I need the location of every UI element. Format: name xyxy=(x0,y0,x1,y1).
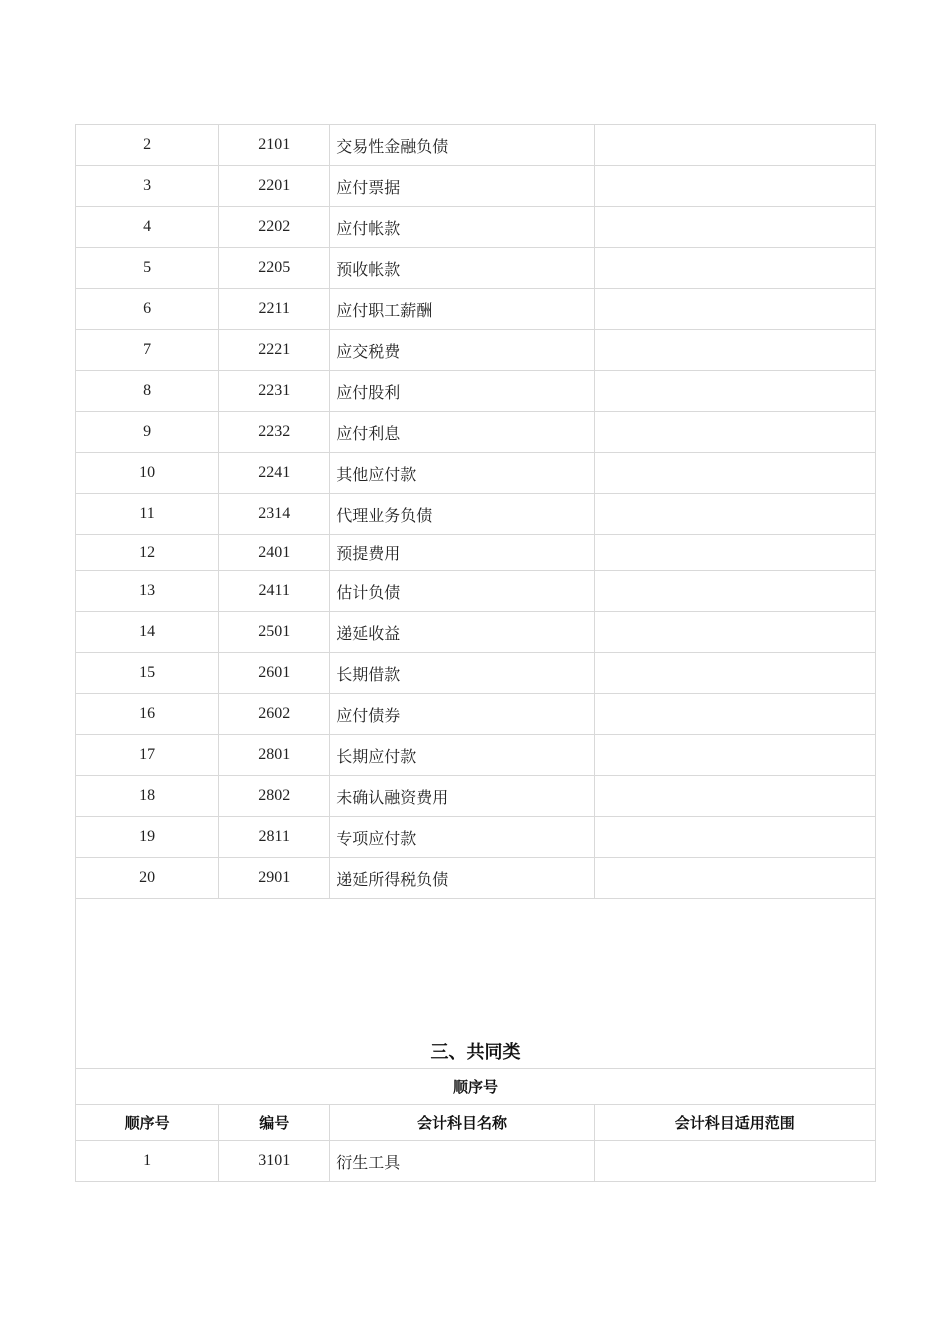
row-scope xyxy=(594,494,875,535)
row-name: 代理业务负债 xyxy=(330,494,594,535)
row-code: 2202 xyxy=(219,207,330,248)
row-seq: 14 xyxy=(76,612,219,653)
row-scope xyxy=(594,612,875,653)
table-row xyxy=(76,776,876,817)
row-name: 递延所得税负债 xyxy=(330,858,594,899)
row-code: 2221 xyxy=(219,330,330,371)
row-code: 2201 xyxy=(219,166,330,207)
row-name: 衍生工具 xyxy=(330,1141,594,1182)
header-code: 编号 xyxy=(219,1105,330,1141)
row-seq: 5 xyxy=(76,248,219,289)
row-scope xyxy=(594,1141,875,1182)
header-scope: 会计科目适用范围 xyxy=(594,1105,875,1141)
row-name: 交易性金融负债 xyxy=(330,125,594,166)
section-subheader: 顺序号 xyxy=(76,1069,876,1105)
row-code: 2205 xyxy=(219,248,330,289)
row-name: 应付债券 xyxy=(330,694,594,735)
row-code: 2101 xyxy=(219,125,330,166)
row-seq: 13 xyxy=(76,571,219,612)
row-seq: 11 xyxy=(76,494,219,535)
row-code: 2411 xyxy=(219,571,330,612)
row-scope xyxy=(594,776,875,817)
row-seq: 1 xyxy=(76,1141,219,1182)
row-seq: 16 xyxy=(76,694,219,735)
row-name: 其他应付款 xyxy=(330,453,594,494)
table-row xyxy=(76,694,876,735)
row-scope xyxy=(594,412,875,453)
row-name: 应交税费 xyxy=(330,330,594,371)
row-seq: 20 xyxy=(76,858,219,899)
row-code: 2231 xyxy=(219,371,330,412)
table-row xyxy=(76,207,876,248)
row-code: 2901 xyxy=(219,858,330,899)
column-header-row xyxy=(76,1105,876,1141)
row-seq: 15 xyxy=(76,653,219,694)
row-seq: 2 xyxy=(76,125,219,166)
section-title: 三、共同类 xyxy=(76,899,876,1069)
row-seq: 6 xyxy=(76,289,219,330)
row-scope xyxy=(594,371,875,412)
row-scope xyxy=(594,248,875,289)
row-seq: 9 xyxy=(76,412,219,453)
row-scope xyxy=(594,653,875,694)
common-section xyxy=(76,899,876,1141)
row-name: 预收帐款 xyxy=(330,248,594,289)
row-scope xyxy=(594,694,875,735)
row-seq: 17 xyxy=(76,735,219,776)
table-row xyxy=(76,571,876,612)
table-row xyxy=(76,535,876,571)
table-row xyxy=(76,612,876,653)
row-scope xyxy=(594,289,875,330)
row-name: 估计负债 xyxy=(330,571,594,612)
row-scope xyxy=(594,858,875,899)
row-scope xyxy=(594,207,875,248)
row-name: 应付股利 xyxy=(330,371,594,412)
row-code: 2211 xyxy=(219,289,330,330)
table-row xyxy=(76,858,876,899)
row-name: 长期借款 xyxy=(330,653,594,694)
row-seq: 4 xyxy=(76,207,219,248)
row-code: 2314 xyxy=(219,494,330,535)
row-name: 长期应付款 xyxy=(330,735,594,776)
table-row xyxy=(76,817,876,858)
row-name: 应付帐款 xyxy=(330,207,594,248)
row-seq: 7 xyxy=(76,330,219,371)
table-row xyxy=(76,166,876,207)
row-seq: 10 xyxy=(76,453,219,494)
row-seq: 19 xyxy=(76,817,219,858)
header-name: 会计科目名称 xyxy=(330,1105,594,1141)
table-row xyxy=(76,735,876,776)
row-code: 2811 xyxy=(219,817,330,858)
row-name: 应付利息 xyxy=(330,412,594,453)
row-seq: 12 xyxy=(76,535,219,571)
table-row xyxy=(76,1141,876,1182)
table-row xyxy=(76,330,876,371)
row-code: 2801 xyxy=(219,735,330,776)
table-row xyxy=(76,494,876,535)
row-name: 递延收益 xyxy=(330,612,594,653)
row-code: 2232 xyxy=(219,412,330,453)
row-scope xyxy=(594,817,875,858)
row-code: 2802 xyxy=(219,776,330,817)
table-row xyxy=(76,653,876,694)
row-code: 2241 xyxy=(219,453,330,494)
row-seq: 3 xyxy=(76,166,219,207)
table-row xyxy=(76,289,876,330)
table-row xyxy=(76,371,876,412)
row-code: 2602 xyxy=(219,694,330,735)
accounts-table xyxy=(75,124,876,1182)
row-code: 2401 xyxy=(219,535,330,571)
row-name: 专项应付款 xyxy=(330,817,594,858)
row-scope xyxy=(594,166,875,207)
row-name: 应付职工薪酬 xyxy=(330,289,594,330)
row-scope xyxy=(594,571,875,612)
row-code: 2501 xyxy=(219,612,330,653)
table-row xyxy=(76,453,876,494)
row-name: 未确认融资费用 xyxy=(330,776,594,817)
common-rows xyxy=(76,1141,876,1182)
row-code: 2601 xyxy=(219,653,330,694)
row-scope xyxy=(594,735,875,776)
liabilities-rows xyxy=(76,125,876,899)
table-row xyxy=(76,412,876,453)
row-seq: 8 xyxy=(76,371,219,412)
row-scope xyxy=(594,453,875,494)
row-name: 预提费用 xyxy=(330,535,594,571)
row-scope xyxy=(594,330,875,371)
table-row xyxy=(76,248,876,289)
row-seq: 18 xyxy=(76,776,219,817)
table-row xyxy=(76,125,876,166)
row-name: 应付票据 xyxy=(330,166,594,207)
header-seq: 顺序号 xyxy=(76,1105,219,1141)
row-scope xyxy=(594,125,875,166)
row-code: 3101 xyxy=(219,1141,330,1182)
row-scope xyxy=(594,535,875,571)
